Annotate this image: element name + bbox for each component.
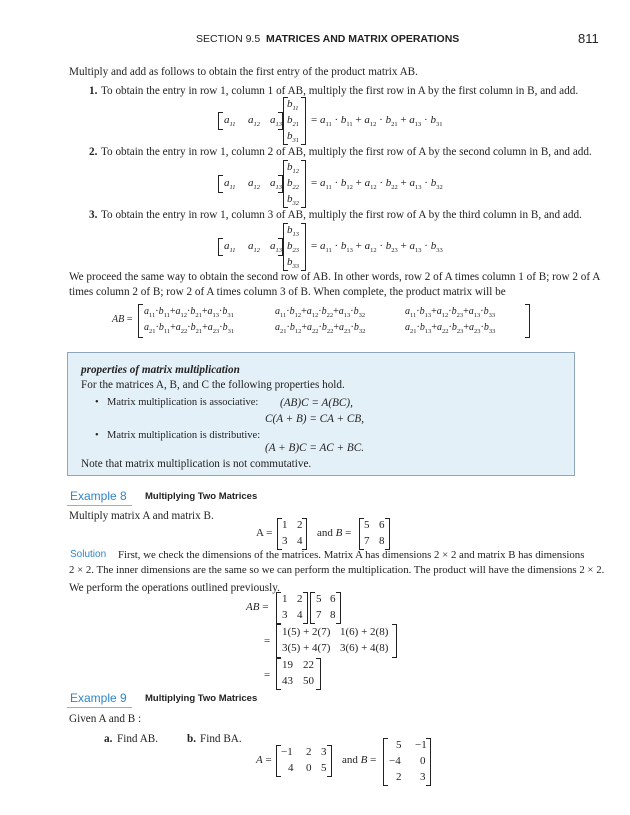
expanded-cell: 3(6) + 4(8) — [340, 642, 389, 654]
step-2-number: 2. — [89, 146, 98, 158]
step-2-equation: $a_{11}$ $a_{12}$ $a_{13}$ $b_{12}$ $b_{22}$ $b_{32}$ = $a_{11} \cdot b_{12} + a_{12} \cdot b_{22} + a_{13} \cdot b_{32}$ — [218, 160, 478, 206]
example-9-underline — [67, 707, 132, 708]
matrix-b-cell: 6 — [379, 519, 385, 531]
section-number: SECTION 9.5 — [196, 33, 261, 45]
expanded-cell: 1(6) + 2(8) — [340, 626, 389, 638]
example-8-matrices: A = 1 2 3 4 and B = 5 6 7 8 — [256, 518, 396, 550]
matrix-a-cell: 2 — [306, 746, 312, 758]
result-cell: 50 — [303, 675, 314, 687]
matrix-b-cell: 8 — [379, 535, 385, 547]
example-9-title: Multiplying Two Matrices — [145, 693, 258, 704]
example-9-given: Given A and B : — [69, 713, 142, 725]
solution-line-2: 2 × 2. The inner dimensions are the same so we can perform the multiplication. The product will have the dimensions 2 × 2. — [69, 564, 605, 576]
matrix-b-cell: 7 — [316, 609, 322, 621]
matrix-b-cell: 5 — [396, 739, 402, 751]
matrix-a-cell: 3 — [282, 609, 288, 621]
example-9-label: Example 9 — [70, 691, 127, 705]
perform-text: We perform the operations outlined previously. — [69, 582, 280, 594]
result-cell: 19 — [282, 659, 293, 671]
matrix-b-cell: 5 — [316, 593, 322, 605]
associative-label: • Matrix multiplication is associative: — [107, 396, 258, 410]
matrix-a-cell: 0 — [306, 762, 312, 774]
matrix-b-cell: −4 — [389, 755, 401, 767]
step-3-number: 3. — [89, 209, 98, 221]
matrix-b-cell: 7 — [364, 535, 370, 547]
step-1-equation: $a_{11}$ $a_{12}$ $a_{13}$ $b_{11}$ $b_{21}$ $b_{31}$ = $a_{11} \cdot b_{11} + a_{12} \cdot b_{21} + a_{13} \cdot b_{31}$ — [218, 97, 478, 143]
example-9-matrices: A = −1 2 3 4 0 5 and B = 5 −1 −4 0 2 3 — [256, 738, 436, 786]
matrix-a-cell: 4 — [297, 535, 303, 547]
example-8-title: Multiplying Two Matrices — [145, 491, 258, 502]
associative-equation-2: C(A + B) = CA + CB, — [265, 413, 364, 425]
matrix-a-cell: 1 — [282, 519, 288, 531]
running-header — [196, 33, 459, 45]
example-8-calculation: AB = 1 2 3 4 5 6 7 8 = 1(5) + 2(7) 1(6) + 2(8) 3(5) + 4(7) 3(6) + 4(8) = 19 22 43 50 — [246, 592, 406, 690]
matrix-a-cell: −1 — [281, 746, 293, 758]
properties-note: Note that matrix multiplication is not commutative. — [81, 458, 312, 470]
properties-intro: For the matrices A, B, and C the following properties hold. — [81, 379, 345, 391]
matrix-b-cell: 8 — [330, 609, 336, 621]
result-cell: 43 — [282, 675, 293, 687]
solution-line-1: First, we check the dimensions of the matrices. Matrix A has dimensions 2 × 2 and matrix B has dimensions — [118, 549, 585, 561]
matrix-a-cell: 1 — [282, 593, 288, 605]
distributive-label: • Matrix multiplication is distributive: — [107, 429, 260, 443]
matrix-a-cell: 4 — [288, 762, 294, 774]
part-b-number: b. — [187, 733, 197, 745]
step-1-text: To obtain the entry in row 1, column 1 of AB, multiply the first row in A by the first column in B, and add. — [101, 85, 579, 97]
step-3-text: To obtain the entry in row 1, column 3 of AB, multiply the first row of A by the third column in B, and add. — [101, 209, 582, 221]
part-a-number: a. — [104, 733, 113, 745]
row-paragraph-line-1: We proceed the same way to obtain the second row of AB. In other words, row 2 of A times column 1 of B; row 2 of A — [69, 271, 601, 283]
example-8-prompt: Multiply matrix A and matrix B. — [69, 510, 214, 522]
expanded-cell: 1(5) + 2(7) — [282, 626, 331, 638]
matrix-b-cell: 2 — [396, 771, 402, 783]
step-2-text: To obtain the entry in row 1, column 2 of AB, multiply the first row of A by the second column in B, and add. — [101, 146, 592, 158]
matrix-a-cell: 5 — [321, 762, 327, 774]
matrix-a-cell: 3 — [282, 535, 288, 547]
matrix-b-cell: 0 — [420, 755, 426, 767]
part-a-text: Find AB. — [117, 733, 159, 745]
matrix-a-cell: 2 — [297, 593, 303, 605]
page-number: 811 — [578, 31, 599, 46]
solution-label: Solution — [70, 549, 107, 560]
result-cell: 22 — [303, 659, 314, 671]
matrix-a-cell: 3 — [321, 746, 327, 758]
matrix-a-cell: 4 — [297, 609, 303, 621]
distributive-equation: (A + B)C = AC + BC. — [265, 442, 364, 454]
intro-paragraph: Multiply and add as follows to obtain the first entry of the product matrix AB. — [69, 66, 418, 78]
product-matrix-general: AB = $a_{11}\cdot b_{11}+a_{12}\cdot b_{21}+a_{13}\cdot b_{31}$ $a_{21}\cdot b_{11}+a_{22}\cdot b_{21}+a_{23}\cdot b_{31}$ $a_{11}\cdot b_{12}+a_{12}\cdot b_{22}+a_{13}\cdot b_{32}$ $a_{21}\cdot b_{12}+a_{22}\cdot b_{22}+a_{23}\cdot b_{32}$ $a_{11}\cdot b_{13}+a_{12}\cdot b_{23}+a_{13}\cdot b_{33}$ $a_{21}\cdot b_{13}+a_{22}\cdot b_{23}+a_{23}\cdot b_{33}$ — [112, 304, 532, 338]
example-8-label: Example 8 — [70, 489, 127, 503]
part-b-text: Find BA. — [200, 733, 242, 745]
matrix-b-cell: 5 — [364, 519, 370, 531]
expanded-cell: 3(5) + 4(7) — [282, 642, 331, 654]
properties-title: properties of matrix multiplication — [81, 364, 240, 376]
matrix-a-cell: 2 — [297, 519, 303, 531]
step-1-number: 1. — [89, 85, 98, 97]
row-paragraph-line-2: times column 2 of B; row 2 of A times column 3 of B. When complete, the product matrix will be — [69, 286, 506, 298]
matrix-b-cell: 3 — [420, 771, 426, 783]
example-8-underline — [67, 505, 132, 506]
section-title: MATRICES AND MATRIX OPERATIONS — [266, 33, 460, 45]
associative-equation-1: (AB)C = A(BC), — [280, 397, 353, 409]
step-3-equation: $a_{11}$ $a_{12}$ $a_{13}$ $b_{13}$ $b_{23}$ $b_{33}$ = $a_{11} \cdot b_{13} + a_{12} \cdot b_{23} + a_{13} \cdot b_{33}$ — [218, 223, 478, 269]
matrix-b-cell: 6 — [330, 593, 336, 605]
matrix-b-cell: −1 — [415, 739, 427, 751]
